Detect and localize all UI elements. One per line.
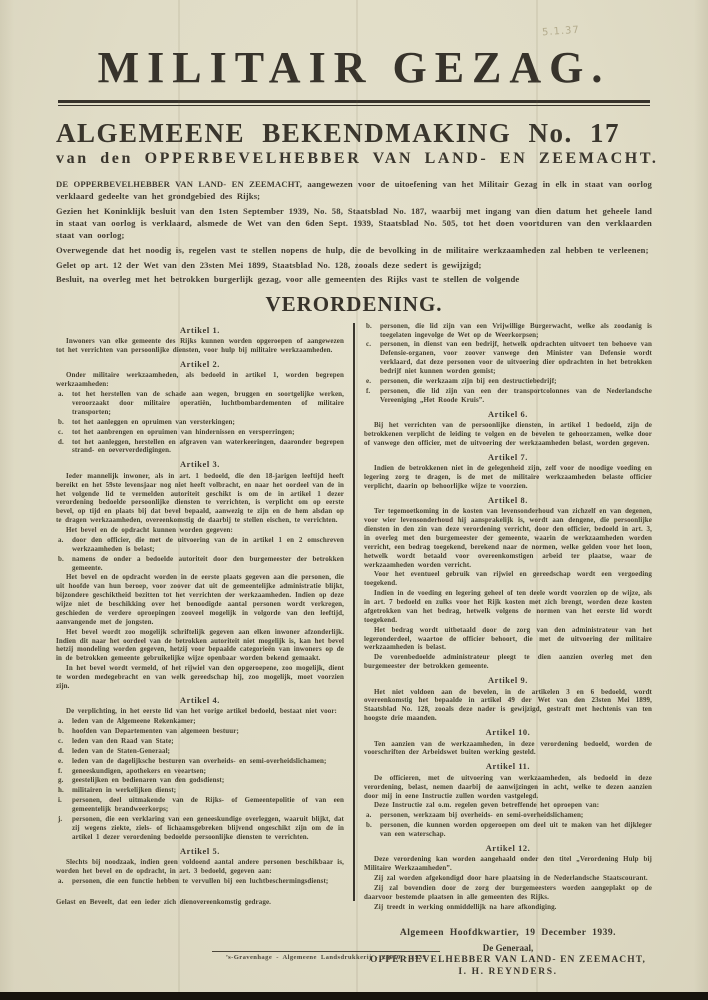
item-text: personen, die een functie hebben te vervullen bij een luchtbeschermingsdienst; — [72, 876, 329, 885]
signature-name: I. H. REYNDERS. — [458, 966, 558, 977]
subtitle-line2: van den OPPERBEVELHEBBER VAN LAND- EN ZEEMACHT. — [56, 150, 659, 167]
item-text: personen, die kunnen worden opgeroepen om deel uit te maken van het dijkleger van een waterschap. — [380, 821, 652, 838]
list-item — [364, 340, 652, 376]
item-letter: c. — [58, 736, 64, 745]
article-heading: Artikel 6. — [488, 409, 528, 419]
paragraph: Slechts bij noodzaak, indien geen voldoend aantal andere personen beschikbaar is, worden het bevel en de opdracht, in art. 3 bedoeld, gegeven aan: — [56, 858, 344, 875]
paragraph: Voor het eventueel gebruik van rijwiel en gereedschap wordt een vergoeding toegekend. — [364, 570, 652, 588]
list-item — [56, 555, 344, 573]
item-letter: f. — [58, 766, 63, 775]
article-heading: Artikel 11. — [485, 762, 531, 772]
list-item — [364, 322, 652, 340]
item-text: personen, die lid zijn van een der transportcolonnes van de Nederlandsche Vereeniging „Het Roode Kruis”. — [380, 386, 652, 404]
item-letter: i. — [58, 796, 62, 805]
item-text: door den officier, die met de uitvoering van de in artikel 1 en 2 omschreven werkzaamheden is belast; — [72, 535, 344, 553]
footer-imprint: ’s-Gravenhage - Algemeene Landsdrukkerij - 28960 - 1939 — [212, 951, 440, 961]
verordening-heading: VERORDENING. — [265, 291, 443, 316]
item-letter: c. — [58, 427, 64, 436]
item-text: tot het aanbrengen en opruimen van hindernissen en versperringen; — [72, 427, 295, 436]
list-item — [56, 717, 344, 726]
item-letter: d. — [58, 746, 64, 755]
list-item — [56, 727, 344, 736]
article-heading: Artikel 10. — [485, 728, 531, 737]
paragraph: Het bedrag wordt uitbetaald door de zorg van den administrateur van het legeronderdeel, waartoe de officier behoort, die met de uitvoering der militaire werkzaamheden is belast. — [364, 625, 652, 652]
preamble-paragraph: Gezien het Koninklijk besluit van den 1sten September 1939, No. 58, Staatsblad No. 187, waarbij met ingang van dien datum het geheele land in staat van oorlog is verklaard, alsmede de Wet van den 6den Sept. 1939, Staatsblad No. 505, tot het doen voortduren van den verklaarden staat van oorlog; — [56, 205, 652, 241]
page-title: MILITAIR GEZAG. — [97, 43, 611, 92]
item-letter: a. — [58, 390, 64, 399]
right-column — [364, 321, 652, 977]
item-text: tot het aanleggen, herstellen en afgraven van waterkeeringen, daaronder begrepen strand- en oeververdedigingen. — [72, 437, 344, 455]
preamble-paragraph: DE OPPERBEVELHEBBER VAN LAND- EN ZEEMACHT, aangewezen voor de uitoefening van het Militair Gezag in elk in staat van oorlog verklaard gedeelte van het grondgebied des Rijks; — [56, 179, 652, 202]
list-item — [56, 737, 344, 746]
closing-order: Gelast en Beveelt, dat een ieder zich dienovereenkomstig gedrage. — [56, 897, 272, 906]
item-text: personen, die een verklaring van een geneeskundige overleggen, waaruit blijkt, dat zij wegens ziekte, ziels- of lichaamsgebreken blijvend ongeschikt zijn om de in artikel 1 dezer verordening bedoelde persoonlijke diensten te verrichten. — [72, 814, 344, 841]
paragraph: Indien de betrokkenen niet in de gelegenheid zijn, zelf voor de noodige voeding en legering zorg te dragen, is de met de militaire werkzaamheden belaste officier verplicht, daarin op behoorlijke wijze te voorzien. — [364, 464, 652, 490]
list-item — [56, 767, 344, 776]
paragraph: Zij zal worden afgekondigd door hare plaatsing in de Nederlandsche Staatscourant. — [374, 874, 648, 883]
list-item — [56, 438, 344, 456]
pencil-annotation: 5.1.37 — [541, 24, 581, 39]
left-column — [56, 321, 344, 977]
item-text: militairen in werkelijken dienst; — [72, 786, 177, 795]
paragraph: De officieren, met de uitvoering van werkzaamheden, als bedoeld in deze verordening, belast, nemen daarbij de aanwijzingen in acht, welke te dezen aanzien door mij in eene Instructie zullen worden vastgelegd. — [364, 773, 652, 800]
item-letter: b. — [58, 417, 64, 426]
paragraph: Het bevel en de opdracht worden in de eerste plaats gegeven aan die personen, die uit hoofde van hun beroep, voor zoover dat uit de gemeentelijke administratie blijkt, bijzondere geschiktheid bezitten tot het verrichten der werkzaamheden. Indien op deze wijze niet de beschikking over het benoodigde aantal personen wordt verkregen, geschieden de verdere oproepingen zooveel mogelijk in volgorde van den leeftijd, aanvangende met de jongsten. — [56, 573, 344, 626]
paragraph: Zij zal bovendien door de zorg der burgemeesters worden aangeplakt op de daarvoor bestemde plaatsen in alle gemeenten des Rijks. — [364, 884, 652, 901]
item-text: geneeskundigen, apothekers en veeartsen; — [72, 766, 207, 775]
item-letter: d. — [58, 437, 64, 446]
list-item — [364, 811, 652, 820]
list-item — [56, 877, 344, 886]
item-letter: a. — [58, 535, 64, 544]
paragraph: Onder militaire werkzaamheden, als bedoeld in artikel 1, worden begrepen werkzaamheden: — [56, 371, 344, 389]
paragraph: In het bevel wordt vermeld, of het rijwiel van den opgeroepene, zoo mogelijk, dient te worden medegebracht en van welk gereedschap hij, zoo mogelijk, moet voorzien zijn. — [56, 664, 344, 690]
paragraph: Deze verordening kan worden aangehaald onder den titel „Verordening Hulp bij Militaire Werkzaamheden”. — [364, 855, 652, 873]
signature-title: De Generaal, — [482, 942, 534, 953]
article-heading: Artikel 1. — [180, 325, 220, 335]
column-divider — [353, 323, 355, 901]
article-heading: Artikel 8. — [488, 495, 528, 505]
item-letter: a. — [366, 811, 372, 820]
paragraph: Het bevel en de opdracht kunnen worden gegeven: — [66, 526, 233, 534]
item-text: personen, die werkzaam zijn bij een destructiebedrijf; — [380, 376, 557, 385]
paragraph: Indien in de voeding en legering geheel of ten deele wordt voorzien op de wijze, als in art. 7 bedoeld en zulks voor het Rijk kosten met zich brengt, worden deze kosten afgetrokken van het bedrag, hetwelk volgens de normen van het eerste lid wordt toegekend. — [364, 589, 652, 624]
list-item — [56, 390, 344, 417]
article-heading: Artikel 2. — [180, 359, 220, 369]
article-heading: Artikel 4. — [180, 695, 220, 705]
list-item — [56, 815, 344, 842]
item-letter: a. — [58, 717, 64, 726]
item-text: personen, deel uitmakende van de Rijks- of Gemeentepolitie of van een gemeentelijk brandweerkorps; — [72, 796, 344, 813]
item-text: leden van de Staten-Generaal; — [72, 746, 171, 755]
item-letter: a. — [58, 876, 64, 885]
item-letter: b. — [58, 554, 64, 563]
list-item — [56, 786, 344, 795]
scan-backdrop-edge — [0, 992, 708, 1000]
item-letter: b. — [366, 321, 372, 330]
list-item — [364, 387, 652, 405]
paragraph: Zij treedt in werking onmiddellijk na hare afkondiging. — [374, 902, 557, 911]
paragraph: De verplichting, in het eerste lid van het vorige artikel bedoeld, bestaat niet voor: — [66, 707, 337, 716]
list-item — [56, 428, 344, 437]
article-heading: Artikel 5. — [180, 846, 220, 856]
title-rule — [58, 100, 650, 106]
item-letter: h. — [58, 786, 64, 795]
item-letter: b. — [58, 727, 64, 735]
item-text: personen, die lid zijn van een Vrijwillige Burgerwacht, welke als zoodanig is toegelaten ingevolge de Wet op de Weerkorpsen; — [380, 321, 652, 339]
paragraph: Ter tegemoetkoming in de kosten van levensonderhoud van zichzelf en van degenen, voor wier levensonderhoud hij aansprakelijk is, wordt aan dengene, die persoonlijke diensten in den zin van deze verordening verricht, door den officier, bedoeld in art. 3, in overleg met den burgemeester der gemeente, waarin de werkzaamheden worden verricht, een bedrag toegekend, berekend naar de normen, welke gelden voor het loon, hetwelk wordt betaald voor overeenkomstigen arbeid ter plaatse, waar de werkzaamheden worden verricht. — [364, 507, 652, 569]
item-text: namens de onder a bedoelde autoriteit door den burgemeester der betrokken gemeente. — [72, 554, 344, 572]
item-letter: b. — [366, 821, 372, 830]
paragraph: Bij het verrichten van de persoonlijke diensten, in artikel 1 bedoeld, zijn de betrokkenen verplicht de leiding te volgen en de bevelen te gehoorzamen, welke door of vanwege den officier, met de uitvoering der werkzaamheden belast, worden gegeven. — [364, 421, 652, 447]
paragraph: Deze Instructie zal o.m. regelen geven betreffende het oproepen van: — [374, 801, 600, 810]
item-letter: g. — [58, 776, 64, 785]
subtitle-line1: ALGEMEENE BEKENDMAKING No. 17 — [56, 118, 621, 148]
paragraph: Het bevel wordt zoo mogelijk schriftelijk gegeven aan elken inwoner afzonderlijk. Indien dit naar het oordeel van de betrokken autoriteit niet mogelijk is, kan het bevel hetzij mondeling worden gegeven, hetzij voor bepaalde categorieën van inwoners op de in de betrokken gemeente gebruikelijke wijze openbaar worden bekend gemaakt. — [56, 627, 344, 663]
list-item — [364, 377, 652, 386]
item-text: leden van de Algemeene Rekenkamer; — [72, 717, 196, 726]
list-item — [56, 536, 344, 554]
item-text: geestelijken en bedienaren van den godsdienst; — [72, 776, 225, 785]
item-text: tot het aanleggen en opruimen van versterkingen; — [72, 417, 235, 426]
preamble-paragraph: Overwegende dat het noodig is, regelen vast te stellen nopens de hulp, die de bevolking in de militaire werkzaamheden zal hebben te verleenen; — [56, 245, 649, 256]
item-text: leden van de dagelijksche besturen van overheids- en semi-overheidslichamen; — [72, 756, 327, 765]
article-heading: Artikel 3. — [180, 460, 220, 470]
item-letter: f. — [366, 386, 371, 395]
list-item — [56, 747, 344, 756]
signature-commander: OPPERBEVELHEBBER VAN LAND- EN ZEEMACHT, — [370, 954, 646, 965]
preamble-section — [56, 178, 652, 286]
article-heading: Artikel 12. — [485, 843, 531, 853]
paragraph: Het niet voldoen aan de bevelen, in de artikelen 3 en 6 bedoeld, wordt overeenkomstig het bepaalde in artikel 49 der Wet van den 23sten Mei 1899, Staatsblad No. 128, zooals deze nader is gewijzigd, gestraft met hechtenis van ten hoogste drie maanden. — [364, 687, 652, 723]
item-text: personen, werkzaam bij overheids- en semi-overheidslichamen; — [380, 811, 584, 820]
item-text: hoofden van Departementen van algemeen bestuur; — [72, 727, 239, 735]
preamble-paragraph: Gelet op art. 12 der Wet van den 23sten Mei 1899, Staatsblad No. 128, zooals deze sedert is gewijzigd; — [56, 259, 482, 270]
paragraph: Inwoners van elke gemeente des Rijks kunnen worden opgeroepen of aangewezen tot het verrichten van persoonlijke diensten, voor hulp bij militaire werkzaamheden. — [56, 337, 344, 354]
list-item — [56, 418, 344, 427]
paragraph: Ieder mannelijk inwoner, als in art. 1 bedoeld, die den 18-jarigen leeftijd heeft bereikt en het 59ste levensjaar nog niet heeft volbracht, en naar het oordeel van de in het volgende lid te vermelden autoriteit geschikt is om de in artikel 1 dezer verordening bedoelde persoonlijke diensten te verrichten, is verplicht om op eerste bevel, op tijd en plaats bij dat bevel bepaald, aanwezig te zijn en de hem alsdan op te dragen werkzaamheden, overeenkomstig de daarbij te stellen eischen, te verrichten. — [56, 471, 344, 525]
signature-place-date: Algemeen Hoofdkwartier, 19 December 1939. — [399, 927, 617, 938]
article-heading: Artikel 9. — [488, 676, 528, 685]
footer-imprint-wrap — [0, 946, 652, 964]
list-item — [56, 757, 344, 766]
columns-section — [56, 321, 652, 977]
item-letter: e. — [58, 756, 64, 765]
item-text: personen, in dienst van een bedrijf, hetwelk opdrachten uitvoert ten behoeve van Defensie-organen, voor zoover vanwege den Minister van Defensie wordt verklaard, dat deze personen voor de uitvoering dier opdrachten in het betrokken bedrijf niet kunnen worden gemist; — [380, 340, 652, 375]
list-item — [56, 776, 344, 785]
paragraph: De vorenbedoelde administrateur pleegt te dien aanzien overleg met den burgemeester der betrokken gemeente. — [364, 653, 652, 671]
item-letter: e. — [366, 376, 372, 385]
item-text: tot het herstellen van de schade aan wegen, bruggen en soortgelijke werken, veroorzaakt door militaire operatiën, luchtbombardementen of militaire transporten; — [72, 390, 344, 416]
preamble-paragraph: Besluit, na overleg met het betrokken burgerlijk gezag, voor alle gemeenten des Rijks vast te stellen de volgende — [56, 274, 520, 285]
list-item — [56, 796, 344, 814]
item-letter: j. — [58, 814, 63, 823]
item-letter: c. — [366, 340, 372, 349]
article-heading: Artikel 7. — [488, 452, 528, 462]
list-item — [364, 821, 652, 839]
paragraph: Ten aanzien van de werkzaamheden, in deze verordening bedoeld, worden de voorschriften der Arbeidswet buiten werking gesteld. — [364, 739, 652, 757]
item-text: leden van den Raad van State; — [72, 736, 174, 745]
